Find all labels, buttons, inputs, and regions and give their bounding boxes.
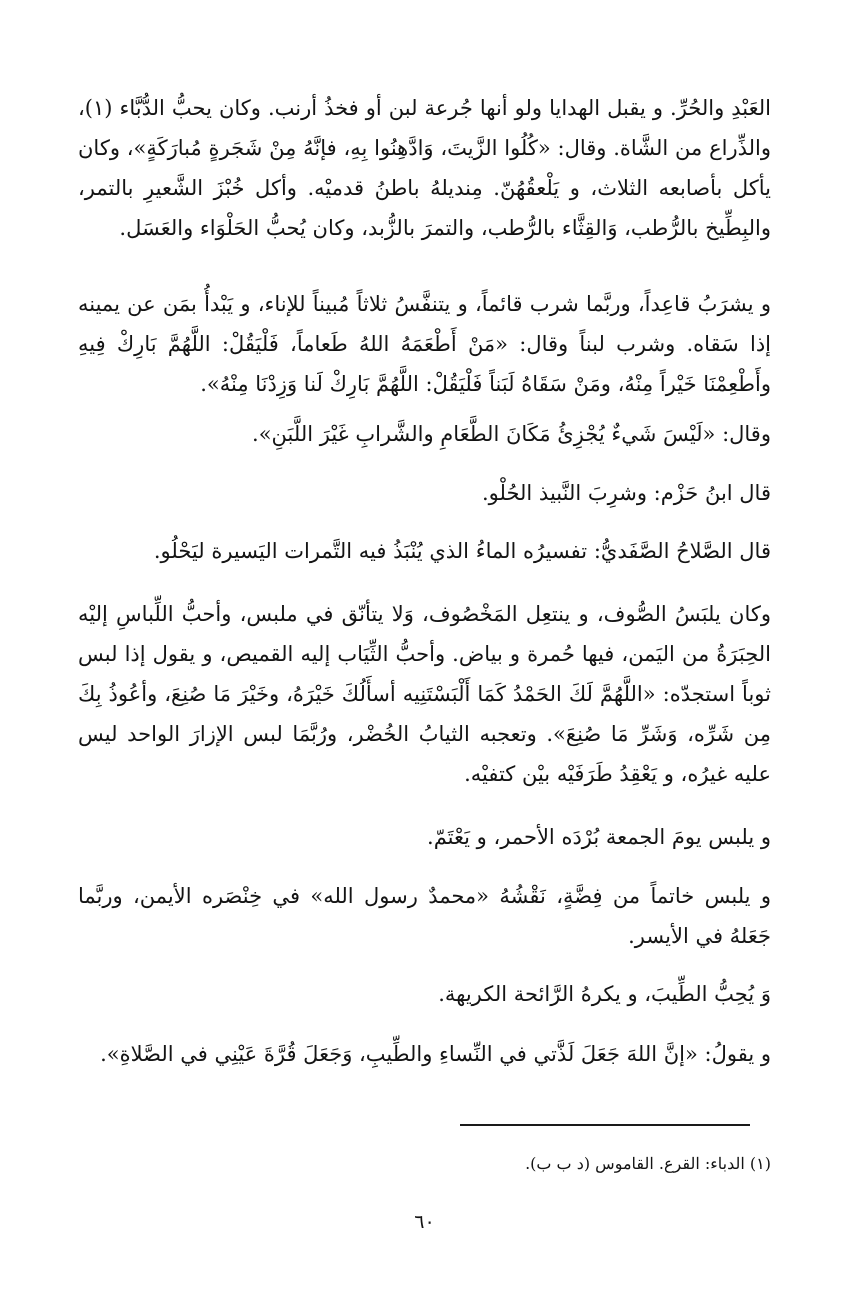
paragraph-safadi-note: قال الصَّلاحُ الصَّفَديُّ: تفسيرُه الماءُ الذي يُنْبَذُ فيه التَّمرات اليَسيرة ليَحْلُو. xyxy=(153,539,771,563)
paragraph-food-habits: العَبْدِ والحُرِّ. و يقبل الهدايا ولو أنها جُرعة لبن أو فخذُ أرنب. وكان يحبُّ الدُّبَّاء (١)، والذِّراع من الشَّاة. وقال: «كُلُوا الزَّيتَ، وَادَّهِنُوا بِهِ، فإنَّهُ مِنْ شَجَرةٍ مُبارَكَةٍ»، وكان يأكل بأصابعه الثلاث، و يَلْعقُهُنّ. مِنديلهُ باطنُ قدميْه. وأكل خُبْزَ الشَّعيرِ بالتمر، والبِطِّيخ بالرُّطب، وَالقِثَّاء بالرُّطب، والتمرَ بالزُّبد، وكان يُحبُّ الحَلْوَاء والعَسَل. xyxy=(78,96,771,240)
paragraph-drinking-manners: و يشرَبُ قاعِداً، وربَّما شرب قائماً، و يتنفَّسُ ثلاثاً مُبيناً للإناء، و يَبْدأُ بمَن عن يمينه إذا سَقاه. وشرب لبناً وقال: «مَنْ أَطْعَمَهُ اللهُ طَعاماً، فَلْيَقُلْ: اللَّهُمَّ بَارِكْ فِيهِ وأَطْعِمْنَا خَيْراً مِنْهُ، ومَنْ سَقَاهُ لَبَناً فَلْيَقُلْ: اللَّهُمَّ بَارِكْ لَنا وَزِدْنَا مِنْهُ». xyxy=(78,292,771,396)
page-number: ٦٠ xyxy=(414,1211,435,1233)
paragraph-prayer-hadith: و يقولُ: «إنَّ اللهَ جَعَلَ لَذَّتي في النِّساءِ والطِّيبِ، وَجَعَلَ قُرَّةَ عَيْنِي في الصَّلاةِ». xyxy=(100,1042,771,1066)
paragraph-clothing: وكان يلبَسُ الصُّوف، و ينتعِل المَخْصُوف، وَلا يتأنّق في ملبس، وأحبُّ اللِّباسِ إليْه الحِبَرَةُ من اليَمن، فيها حُمرة و بياض. وأحبُّ الثِّيَاب إليه القميص، و يقول إذا لبس ثوباً استجدّه: «اللَّهُمَّ لَكَ الحَمْدُ كَمَا أَلْبَسْتَنِيه أسأَلُكَ خَيْرَهُ، وخَيْرَ مَا صُنِعَ، وأعُوذُ بِكَ مِن شَرِّه، وَشَرِّ مَا صُنِعَ». وتعجبه الثيابُ الخُضْر، ورُبَّمَا لبس الإزارَ الواحد ليس عليه غيرُه، و يَعْقِدُ طَرَفَيْه بيْن كتفيْه. xyxy=(78,602,771,786)
footnote: (١) الدباء: القرع. القاموس (د ب ب). xyxy=(525,1154,771,1173)
footnote-divider xyxy=(460,1124,750,1126)
paragraph-ibn-hazm: قال ابنُ حَزْم: وشرِبَ النَّبيذ الحُلْو. xyxy=(481,481,771,505)
paragraph-friday-garment: و يلبس يومَ الجمعة بُرْدَه الأحمر، و يَعْتَمّ. xyxy=(427,825,771,849)
paragraph-silver-ring: و يلبس خاتماً من فِضَّةٍ، نَقْشُهُ «محمدٌ رسول الله» في خِنْصَره الأيمن، وربَّما جَعَلهُ في الأيسر. xyxy=(78,884,771,948)
paragraph-perfume: وَ يُحِبُّ الطِّيبَ، و يكرهُ الرَّائحة الكريهة. xyxy=(438,982,771,1006)
paragraph-milk-hadith: وقال: «لَيْسَ شَيءٌ يُجْزِئُ مَكَانَ الطَّعَامِ والشَّرابِ غَيْرَ اللَّبَنِ». xyxy=(252,422,771,446)
